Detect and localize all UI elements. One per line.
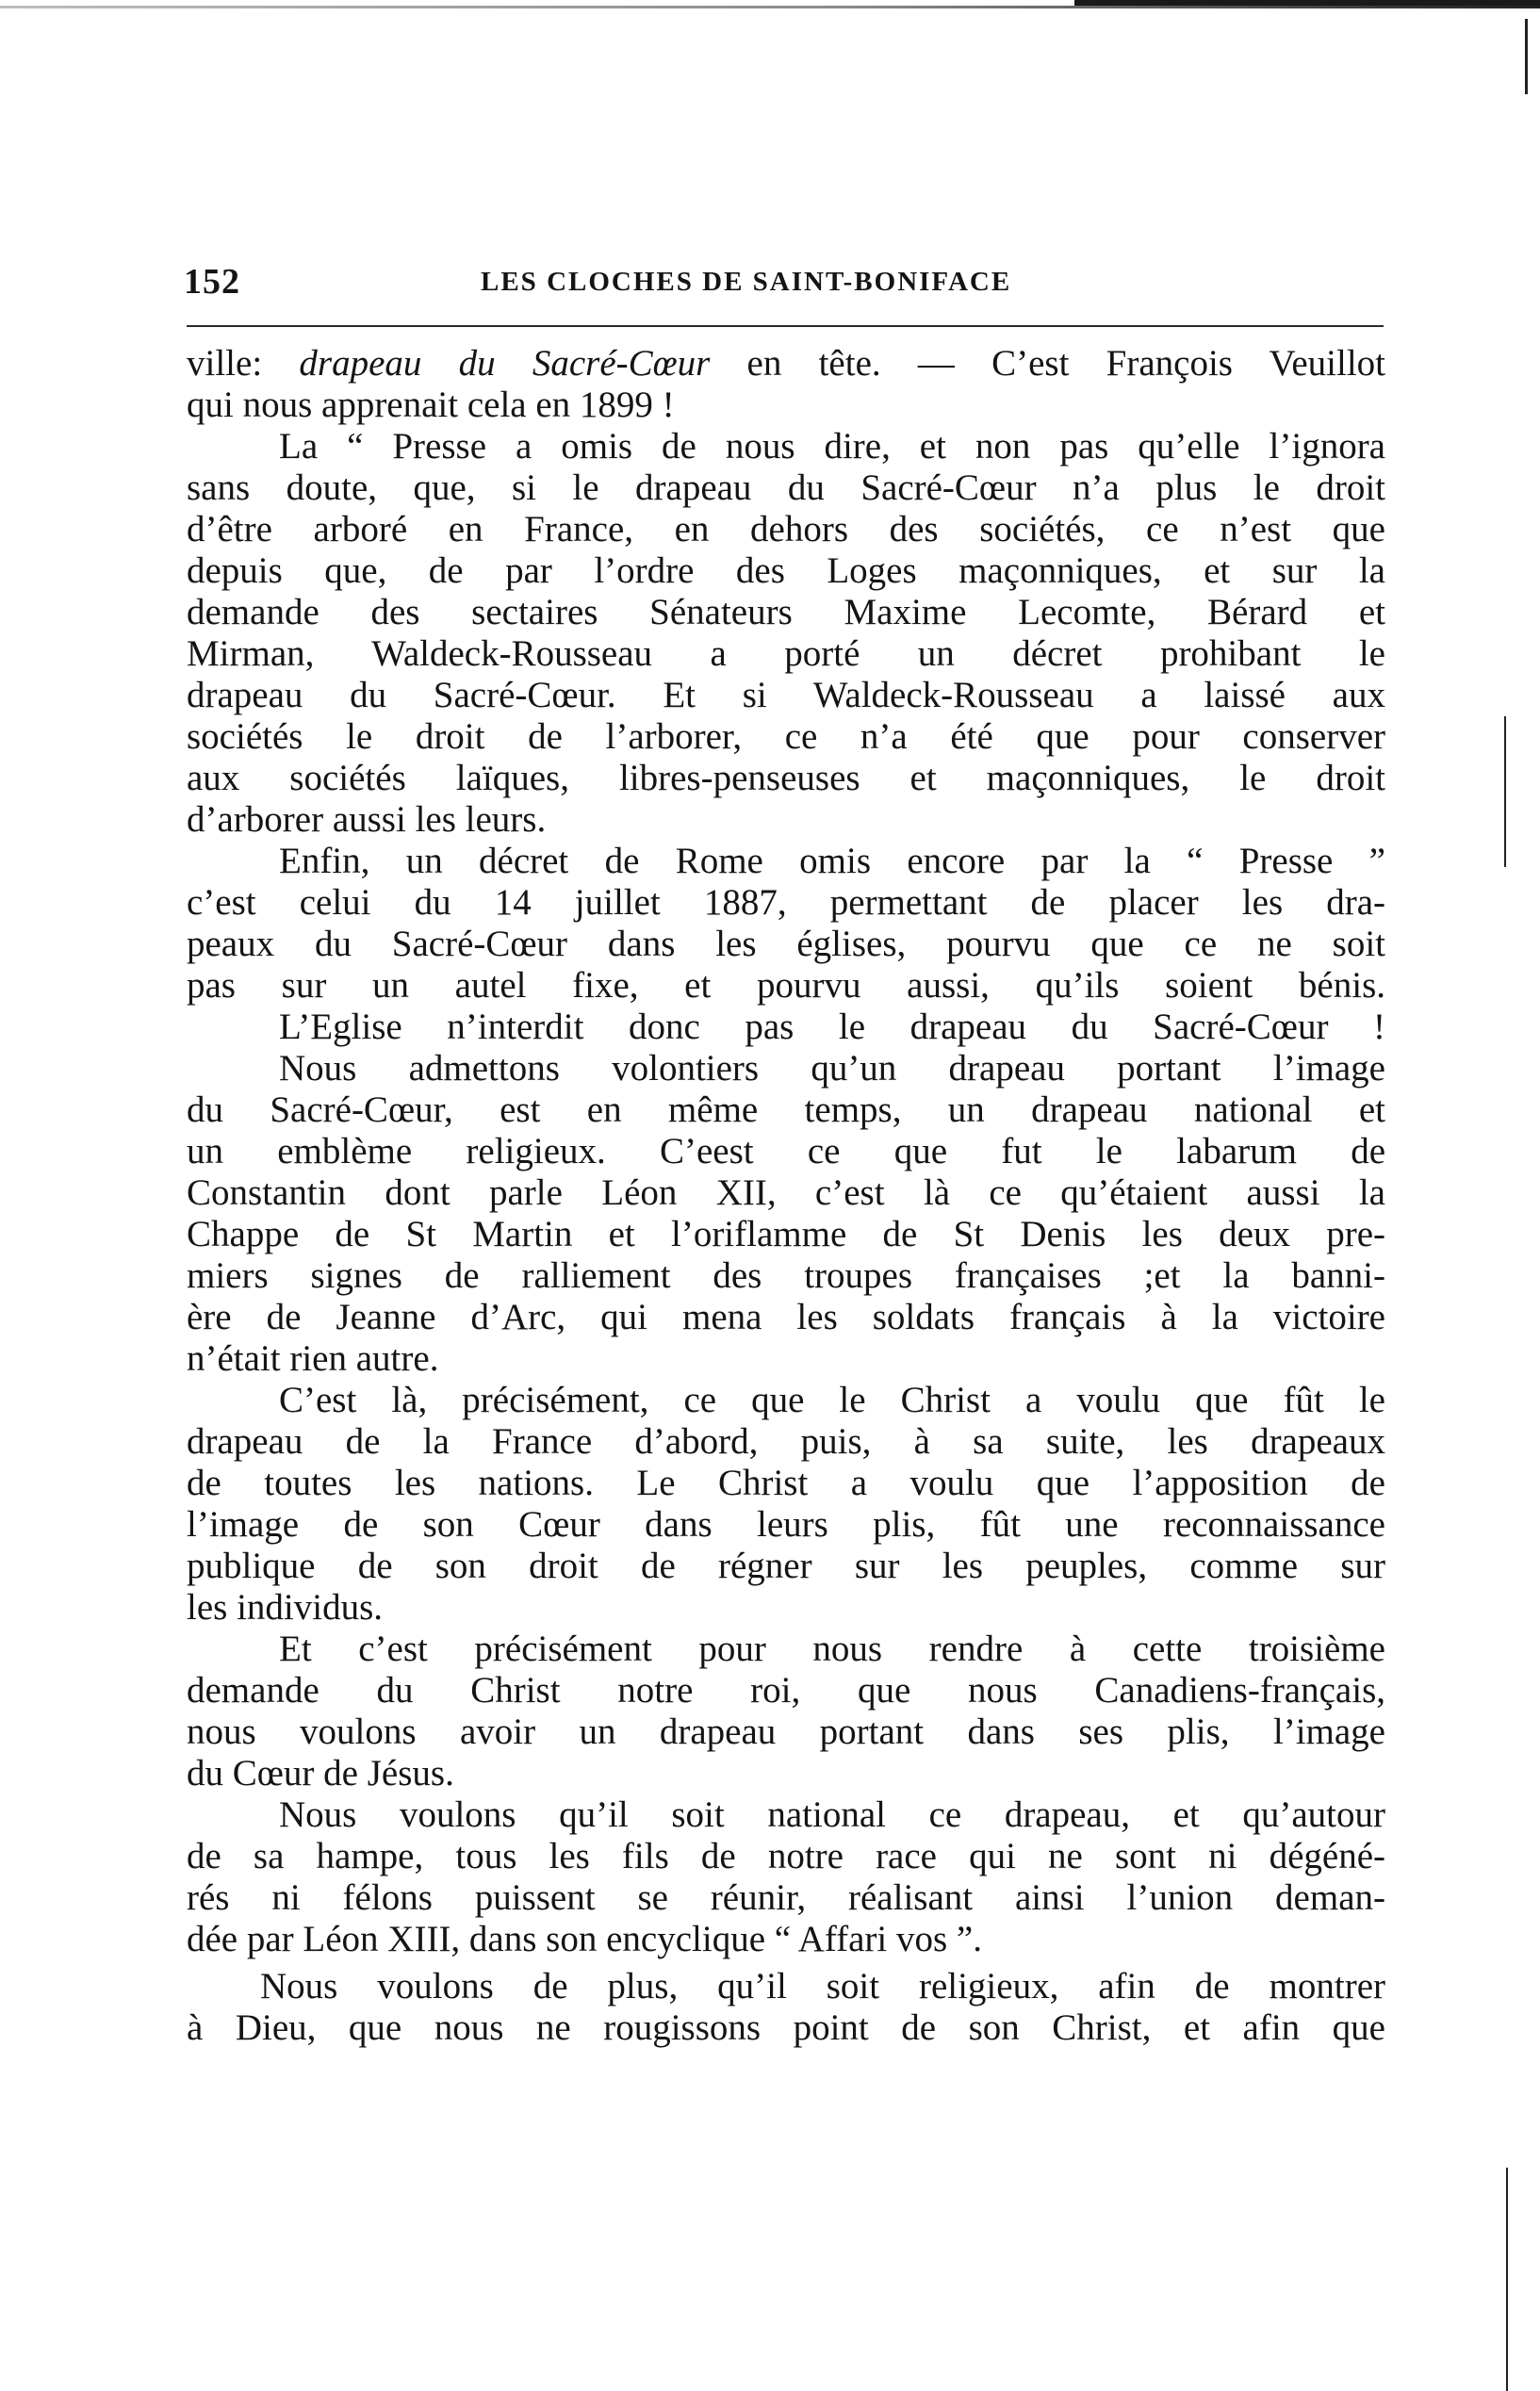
text-line: dée par Léon XIII, dans son encyclique “ Affari vos ”. [187, 1919, 982, 1959]
text-line: nous voulons avoir un drapeau portant dans ses plis, l’image [187, 1711, 1385, 1752]
text-line: drapeau de la France d’abord, puis, à sa suite, les drapeaux [187, 1421, 1385, 1462]
text-line: de sa hampe, tous les fils de notre race qui ne sont ni dégéné- [187, 1836, 1385, 1876]
text-line: ère de Jeanne d’Arc, qui mena les soldats français à la victoire [187, 1297, 1385, 1337]
text-line: Nous voulons de plus, qu’il soit religieux, afin de montrer [260, 1966, 1385, 2006]
top-scan-rule [0, 6, 1540, 8]
body-text [187, 343, 1385, 2049]
text-line: drapeau du Sacré-Cœur. Et si Waldeck-Rousseau a laissé aux [187, 675, 1385, 715]
text-line: Et c’est précisément pour nous rendre à cette troisième [279, 1629, 1385, 1669]
text-line: publique de son droit de régner sur les peuples, comme sur [187, 1546, 1385, 1586]
text-line: d’arborer aussi les leurs. [187, 799, 547, 840]
text-line: demande des sectaires Sénateurs Maxime Lecomte, Bérard et [187, 592, 1385, 632]
text-line: C’est là, précisément, ce que le Christ a voulu que fût le [279, 1380, 1385, 1420]
right-edge-mark [1525, 19, 1528, 94]
text-line: n’était rien autre. [187, 1338, 439, 1379]
text-line: d’être arboré en France, en dehors des sociétés, ce n’est que [187, 509, 1385, 549]
text-line: depuis que, de par l’ordre des Loges maçonniques, et sur la [187, 550, 1385, 591]
text-line: du Cœur de Jésus. [187, 1753, 454, 1793]
text-line: un emblème religieux. C’eest ce que fut le labarum de [187, 1131, 1385, 1171]
text-line: sans doute, que, si le drapeau du Sacré-Cœur n’a plus le droit [187, 467, 1385, 508]
text-line: les individus. [187, 1587, 384, 1628]
text-line: rés ni félons puissent se réunir, réalisant ainsi l’union deman- [187, 1877, 1385, 1918]
right-edge-mark [1504, 716, 1506, 867]
text-line: du Sacré-Cœur, est en même temps, un drapeau national et [187, 1089, 1385, 1130]
text-line: Nous voulons qu’il soit national ce drapeau, et qu’autour [279, 1794, 1385, 1835]
text-line: La “ Presse a omis de nous dire, et non pas qu’elle l’ignora [279, 426, 1385, 467]
text-line: aux sociétés laïques, libres-penseuses et maçonniques, le droit [187, 758, 1385, 798]
top-scan-edge [1074, 0, 1540, 6]
text-line: à Dieu, que nous ne rougissons point de son Christ, et afin que [187, 2007, 1385, 2048]
text-line: Enfin, un décret de Rome omis encore par la “ Presse ” [279, 841, 1385, 881]
text-line: c’est celui du 14 juillet 1887, permettant de placer les dra- [187, 882, 1385, 923]
header-rule [187, 325, 1384, 327]
running-title: LES CLOCHES DE SAINT-BONIFACE [481, 267, 1012, 297]
text-line: ville: drapeau du Sacré-Cœur en tête. — C’est François Veuillot [187, 343, 1385, 384]
text-line: L’Eglise n’interdit donc pas le drapeau du Sacré-Cœur ! [279, 1007, 1385, 1047]
text-line: Mirman, Waldeck-Rousseau a porté un décret prohibant le [187, 633, 1385, 674]
text-line: Constantin dont parle Léon XII, c’est là ce qu’étaient aussi la [187, 1172, 1385, 1213]
text-line: pas sur un autel fixe, et pourvu aussi, qu’ils soient bénis. [187, 965, 1385, 1006]
text-line: Chappe de St Martin et l’oriflamme de St Denis les deux pre- [187, 1214, 1385, 1254]
page-number: 152 [184, 262, 240, 302]
text-line: l’image de son Cœur dans leurs plis, fût une reconnaissance [187, 1504, 1385, 1545]
italic-phrase: drapeau du Sacré-Cœur [299, 343, 711, 384]
right-edge-mark [1506, 2168, 1508, 2391]
text-line: miers signes de ralliement des troupes françaises ;et la banni- [187, 1255, 1385, 1296]
text-line: qui nous apprenait cela en 1899 ! [187, 385, 675, 425]
text-line: sociétés le droit de l’arborer, ce n’a été que pour conserver [187, 716, 1385, 757]
text-line: Nous admettons volontiers qu’un drapeau portant l’image [279, 1048, 1385, 1089]
text-line: peaux du Sacré-Cœur dans les églises, pourvu que ce ne soit [187, 924, 1385, 964]
text-line: de toutes les nations. Le Christ a voulu que l’apposition de [187, 1463, 1385, 1503]
running-head [184, 261, 1385, 308]
text-line: demande du Christ notre roi, que nous Canadiens-français, [187, 1670, 1385, 1711]
